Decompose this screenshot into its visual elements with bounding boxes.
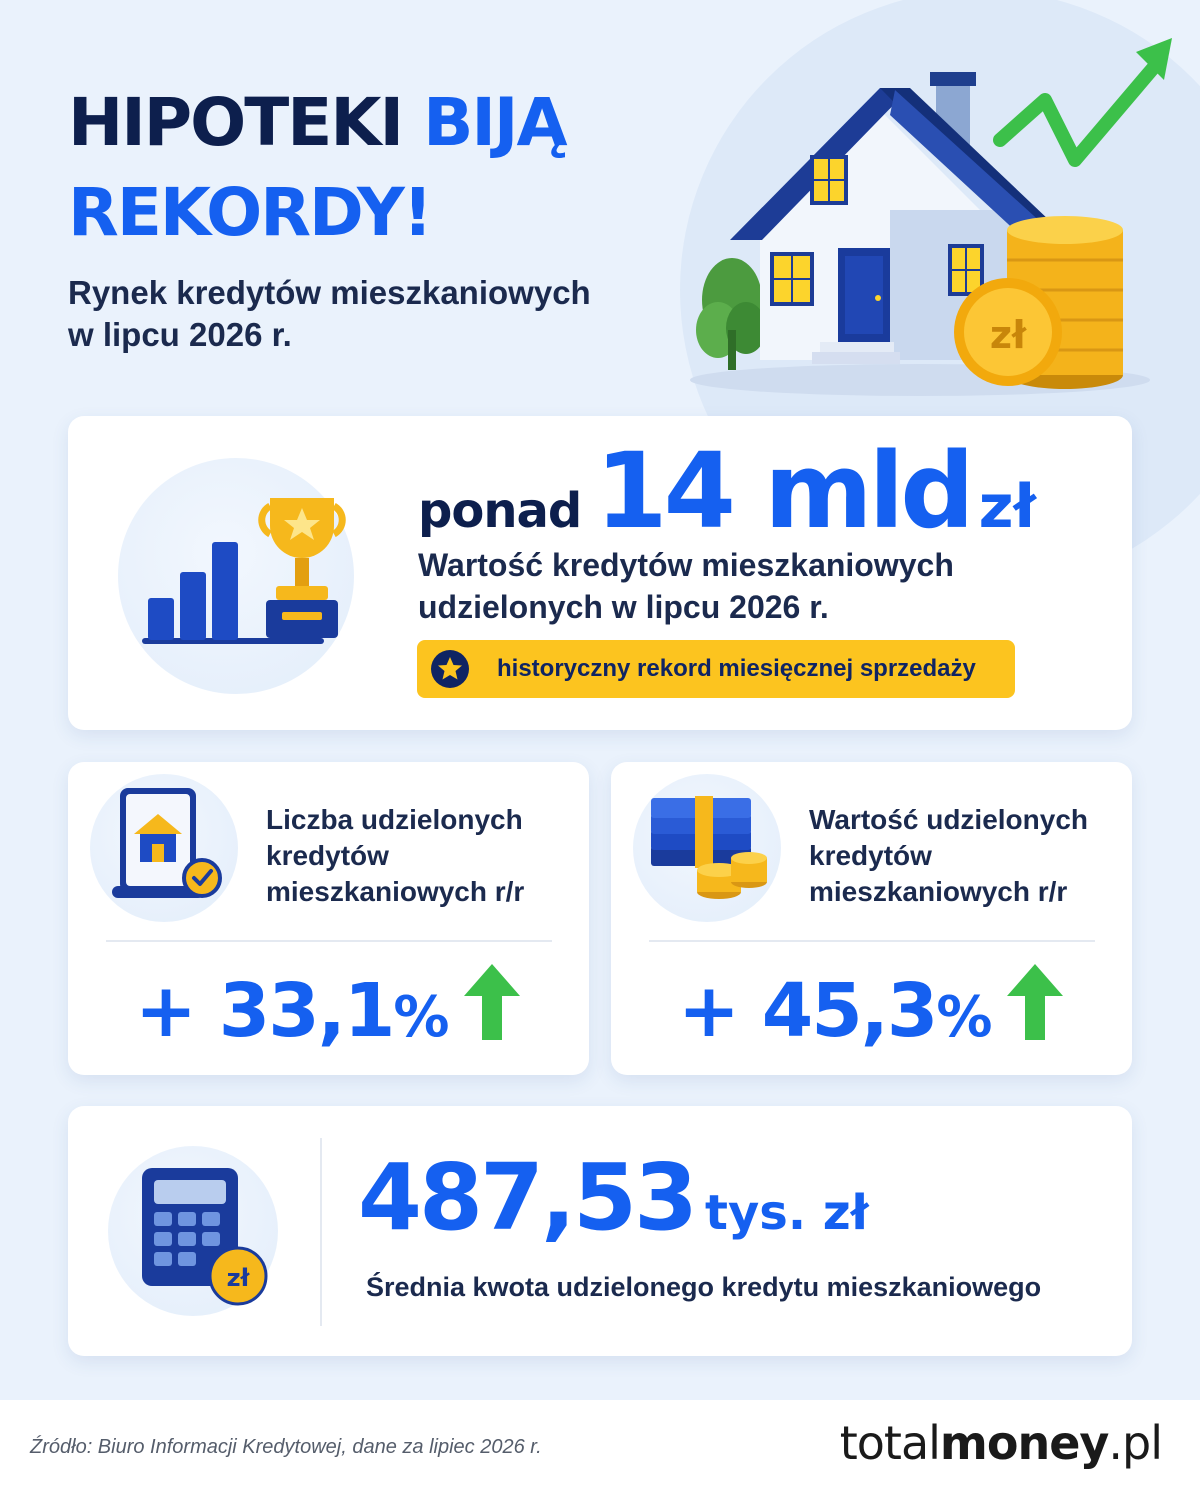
brand-light: total: [839, 1416, 940, 1470]
title-part-1: HIPOTEKI: [68, 84, 403, 161]
title-part-2: BIJĄ: [423, 84, 566, 161]
stat-card-value: [611, 762, 1132, 1075]
title-part-3: REKORDY!: [68, 174, 431, 251]
record-badge: [417, 640, 1015, 698]
stat-label: [809, 802, 1109, 910]
average-unit: tys. zł: [705, 1185, 869, 1241]
stat-label-line: kredytów: [266, 840, 389, 871]
main-desc-line-2: udzielonych w lipcu 2026 r.: [418, 589, 829, 625]
stat-label-line: mieszkaniowych r/r: [809, 876, 1068, 907]
arrow-up-icon: [1005, 962, 1065, 1042]
average-loan-card: [68, 1106, 1132, 1356]
page-subtitle: [68, 272, 668, 356]
trophy-icon: [118, 458, 354, 694]
stat-value: [68, 962, 589, 1054]
stat-label-line: Wartość udzielonych: [809, 804, 1089, 835]
main-value: 14 mld: [595, 430, 971, 552]
calculator-currency-label: zł: [226, 1264, 250, 1292]
main-unit: zł: [978, 472, 1036, 542]
door-icon: [838, 248, 890, 342]
footer: [0, 1400, 1200, 1500]
star-icon: [431, 650, 469, 688]
subtitle-line-1: Rynek kredytów mieszkaniowych: [68, 274, 591, 311]
stat-label: [266, 802, 566, 910]
badge-label: historyczny rekord miesięcznej sprzedaży: [497, 655, 976, 682]
stat-value: [611, 962, 1132, 1054]
main-description: [418, 544, 1058, 628]
stat-card-count: [68, 762, 589, 1075]
main-headline: [418, 430, 1036, 552]
stat-number: + 45,3: [678, 968, 937, 1054]
divider: [649, 940, 1095, 942]
stat-percent-sign: %: [393, 985, 450, 1050]
tree-icon: [696, 258, 766, 370]
main-stat-card: [68, 416, 1132, 730]
growth-arrow-icon: [1000, 38, 1172, 160]
brand-logo[interactable]: [840, 1416, 1162, 1470]
subtitle-line-2: w lipcu 2026 r.: [68, 316, 292, 353]
brand-bold: money: [939, 1416, 1109, 1470]
coin-currency-label: zł: [989, 313, 1027, 357]
stat-number: + 33,1: [135, 968, 394, 1054]
stat-label-line: kredytów: [809, 840, 932, 871]
stat-label-line: Liczba udzielonych: [266, 804, 523, 835]
source-note: Źródło: Biuro Informacji Kredytowej, dane za lipiec 2026 r.: [30, 1436, 542, 1458]
trophy-chart-icon: [118, 458, 354, 694]
average-value: [358, 1144, 869, 1251]
main-prefix: ponad: [418, 483, 582, 539]
vertical-divider: [320, 1138, 322, 1326]
calculator-icon: [108, 1146, 278, 1316]
stat-label-line: mieszkaniowych r/r: [266, 876, 525, 907]
main-desc-line-1: Wartość kredytów mieszkaniowych: [418, 547, 954, 583]
mortgage-document-icon: [90, 774, 238, 922]
header: [68, 78, 668, 356]
average-description: Średnia kwota udzielonego kredytu mieszkaniowego: [366, 1272, 1042, 1302]
stat-percent-sign: %: [936, 985, 993, 1050]
page-title: [68, 78, 668, 258]
divider: [106, 940, 552, 942]
arrow-up-icon: [462, 962, 522, 1042]
average-number: 487,53: [358, 1144, 696, 1251]
money-stack-icon: [633, 774, 781, 922]
house-illustration: [690, 30, 1190, 410]
brand-suffix: .pl: [1108, 1416, 1162, 1470]
